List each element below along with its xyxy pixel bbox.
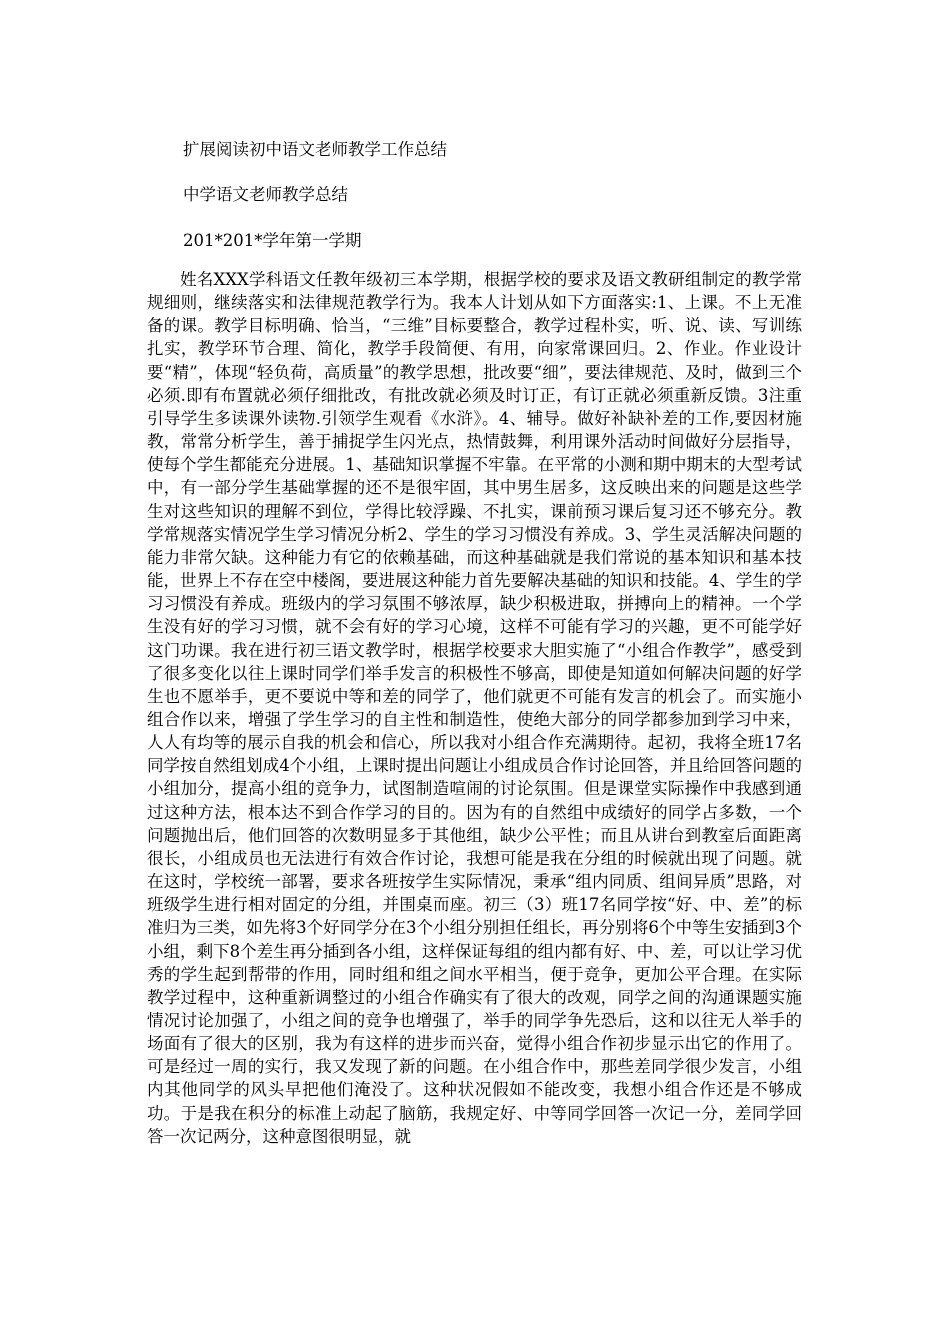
document-subtitle: 中学语文老师教学总结 [183, 185, 348, 204]
document-body-paragraph: 姓名XXX学科语文任教年级初三本学期，根据学校的要求及语文教研组制定的教学常规细则，继续落实和法律规范教学行为。我本人计划从如下方面落实:1、上课。不上无准备的课。教学目标明确、恰当，“三维”目标要整合，教学过程朴实，听、说、读、写训练扎实，教学环节合理、简化，教学手段简便、有用，向家常课回归。2、作业。作业设计要“精”，体现“轻负荷，高质量”的教学思想，批改要“细”，要法律规范、及时，做到三个必须.即有布置就必须仔细批改，有批改就必须及时订正，有订正就必须重新反馈。3注重引导学生多读课外读物.引领学生观看《水浒》。4、辅导。做好补缺补差的工作,要因材施教，常常分析学生，善于捕捉学生闪光点，热情鼓舞，利用课外活动时间做好分层指导，使每个学生都能充分进展。1、基础知识掌握不牢靠。在平常的小测和期中期末的大型考试中，有一部分学生基础掌握的还不是很牢固，其中男生居多，这反映出来的问题是这些学生对这些知识的理解不到位，学得比较浮躁、不扎实，课前预习课后复习还不够充分。教学常规落实情况学生学习情况分析2、学生的学习习惯没有养成。3、学生灵活解决问题的能力非常欠缺。这种能力有它的依赖基础，而这种基础就是我们常说的基本知识和基本技能，世界上不存在空中楼阁，要进展这种能力首先要解决基础的知识和技能。4、学生的学习习惯没有养成。班级内的学习氛围不够浓厚，缺少积极进取，拼搏向上的精神。一个学生没有好的学习习惯，就不会有好的学习心境，这样不可能有学习的兴趣，更不可能学好这门功课。我在进行初三语文教学时，根据学校要求大胆实施了“小组合作教学”，感受到了很多变化以往上课时同学们举手发言的积极性不够高，即使是知道如何解决问题的好学生也不愿举手，更不要说中等和差的同学了，他们就更不可能有发言的机会了。而实施小组合作以来，增强了学生学习的自主性和制造性，使绝大部分的同学都参加到学习中来，人人有均等的展示自我的机会和信心，所以我对小组合作充满期待。起初，我将全班17名同学按自然组划成4个小组，上课时提出问题让小组成员合作讨论回答，并且给回答问题的小组加分，提高小组的竞争力，试图制造喧闹的讨论氛围。但是课堂实际操作中我感到通过这种方法，根本达不到合作学习的目的。因为有的自然组中成绩好的同学占多数，一个问题抛出后，他们回答的次数明显多于其他组，缺少公平性；而且从讲台到教室后面距离很长，小组成员也无法进行有效合作讨论，我想可能是我在分组的时候就出现了问题。就在这时，学校统一部署，要求各班按学生实际情况，秉承“组内同质、组间异质”思路，对班级学生进行相对固定的分组，并围桌而座。初三（3）班17名同学按“好、中、差”的标准归为三类，如先将3个好同学分在3个小组分别担任组长，再分别将6个中等生安插到3个小组，剩下8个差生再分插到各小组，这样保证每组的组内都有好、中、差，可以让学习优秀的学生起到帮带的作用，同时组和组之间水平相当，便于竞争，更加公平合理。在实际教学过程中，这种重新调整过的小组合作确实有了很大的改观，同学之间的沟通课题实施情况讨论加强了，小组之间的竞争也增强了，举手的同学争先恐后，这和以往无人举手的场面有了很大的区别，我为有这样的进步而兴奋，觉得小组合作初步显示出它的作用了。可是经过一周的实行，我又发现了新的问题。在小组合作中，那些差同学很少发言，小组内其他同学的风头早把他们淹没了。这种状况假如不能改变，我想小组合作还是不够成功。于是我在积分的标准上动起了脑筋，我规定好、中等同学回答一次记一分，差同学回答一次记两分，这种意图很明显，就 [147, 270, 802, 1146]
document-title: 扩展阅读初中语文老师教学工作总结 [183, 140, 447, 159]
document-term: 201*201*学年第一学期 [183, 231, 362, 250]
